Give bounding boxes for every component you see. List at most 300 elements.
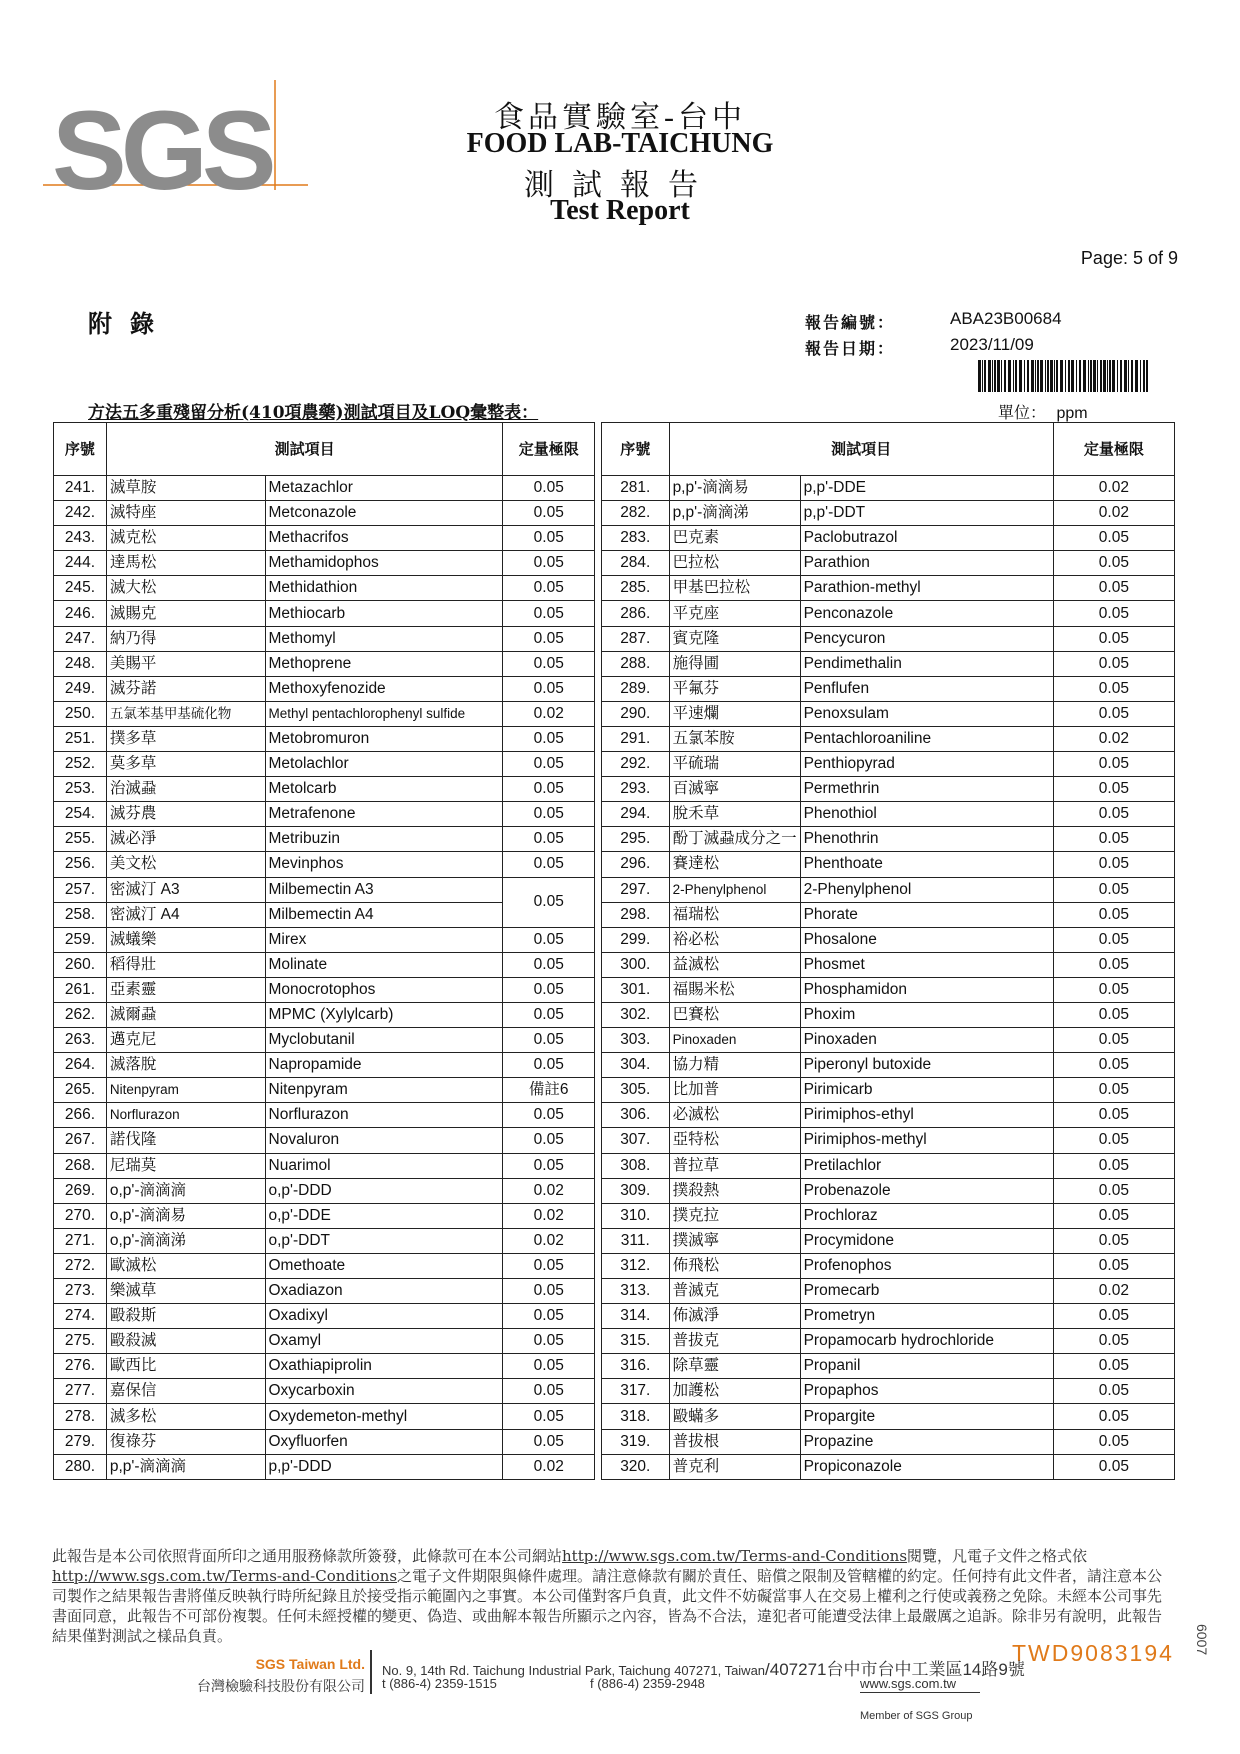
table-row bbox=[602, 1354, 1175, 1379]
cell-zh: 亞素靈 bbox=[106, 977, 265, 1002]
barcode-bar bbox=[1008, 360, 1011, 392]
cell-loq: 0.05 bbox=[1053, 852, 1174, 877]
table-row bbox=[54, 576, 595, 601]
table-row bbox=[602, 1304, 1175, 1329]
barcode-bar bbox=[1050, 360, 1053, 392]
barcode-bar bbox=[1065, 360, 1066, 392]
cell-no: 310. bbox=[602, 1203, 670, 1228]
barcode-bar bbox=[1131, 360, 1133, 392]
table-row bbox=[54, 1429, 595, 1454]
table-row bbox=[54, 1128, 595, 1153]
report-no-label: 報告編號： bbox=[805, 313, 896, 332]
cell-no: 313. bbox=[602, 1279, 670, 1304]
barcode-bar bbox=[1097, 360, 1098, 392]
cell-no: 271. bbox=[54, 1228, 107, 1253]
cell-zh: 協力精 bbox=[669, 1053, 800, 1078]
loq-table-left bbox=[53, 422, 595, 1480]
cell-no: 248. bbox=[54, 651, 107, 676]
cell-en: Oxamyl bbox=[265, 1329, 503, 1354]
cell-no: 259. bbox=[54, 927, 107, 952]
table-row bbox=[54, 1153, 595, 1178]
cell-en: Pirimiphos-ethyl bbox=[800, 1103, 1053, 1128]
cell-loq: 0.05 bbox=[503, 927, 595, 952]
cell-en: Penoxsulam bbox=[800, 701, 1053, 726]
barcode-bar bbox=[1031, 360, 1034, 392]
cell-loq: 0.05 bbox=[503, 977, 595, 1002]
fax-number: f (886-4) 2359-2948 bbox=[590, 1676, 705, 1691]
cell-en: Permethrin bbox=[800, 777, 1053, 802]
cell-no: 263. bbox=[54, 1028, 107, 1053]
cell-en: Prochloraz bbox=[800, 1203, 1053, 1228]
phone-number: t (886-4) 2359-1515 bbox=[382, 1676, 497, 1691]
table-row bbox=[54, 977, 595, 1002]
cell-loq: 0.05 bbox=[1053, 752, 1174, 777]
table-row bbox=[602, 601, 1175, 626]
cell-loq: 0.05 bbox=[1053, 777, 1174, 802]
barcode-bar bbox=[1047, 360, 1049, 392]
table-row bbox=[602, 952, 1175, 977]
cell-loq: 0.05 bbox=[1053, 651, 1174, 676]
cell-loq: 0.05 bbox=[1053, 1454, 1174, 1479]
table-row bbox=[54, 601, 595, 626]
cell-no: 291. bbox=[602, 726, 670, 751]
col-header-loq: 定量極限 bbox=[503, 423, 595, 476]
cell-no: 246. bbox=[54, 601, 107, 626]
unit-value: ppm bbox=[1056, 405, 1088, 422]
table-row bbox=[602, 902, 1175, 927]
barcode-bar bbox=[1076, 360, 1077, 392]
cell-loq: 0.05 bbox=[1053, 1002, 1174, 1027]
cell-en: Penflufen bbox=[800, 676, 1053, 701]
cell-loq: 0.05 bbox=[503, 1103, 595, 1128]
barcode-bar bbox=[978, 360, 981, 392]
cell-en: Methiocarb bbox=[265, 601, 503, 626]
cell-loq: 0.05 bbox=[1053, 601, 1174, 626]
table-row bbox=[54, 1304, 595, 1329]
cell-no: 279. bbox=[54, 1429, 107, 1454]
cell-no: 254. bbox=[54, 802, 107, 827]
cell-loq: 0.05 bbox=[1053, 1329, 1174, 1354]
cell-loq: 0.02 bbox=[503, 1203, 595, 1228]
table-row bbox=[54, 1329, 595, 1354]
cell-en: o,p'-DDT bbox=[265, 1228, 503, 1253]
cell-no: 270. bbox=[54, 1203, 107, 1228]
table-row bbox=[54, 1253, 595, 1278]
cell-loq: 0.05 bbox=[1053, 1103, 1174, 1128]
cell-no: 284. bbox=[602, 551, 670, 576]
cell-no: 260. bbox=[54, 952, 107, 977]
cell-en: Parathion-methyl bbox=[800, 576, 1053, 601]
cell-en: Omethoate bbox=[265, 1253, 503, 1278]
cell-zh: 撲殺熱 bbox=[669, 1178, 800, 1203]
cell-zh: 撲克拉 bbox=[669, 1203, 800, 1228]
cell-en: Pinoxaden bbox=[800, 1028, 1053, 1053]
report-date-value: 2023/11/09 bbox=[950, 335, 1034, 354]
table-row bbox=[54, 777, 595, 802]
cell-zh: 毆殺滅 bbox=[106, 1329, 265, 1354]
barcode-bar bbox=[1001, 360, 1002, 392]
barcode-bar bbox=[1109, 360, 1111, 392]
cell-en: Milbemectin A4 bbox=[265, 902, 503, 927]
header-title-zh: 食品實驗室-台中 bbox=[494, 101, 746, 134]
barcode-bar bbox=[1013, 360, 1014, 392]
cell-zh: 滅特座 bbox=[106, 501, 265, 526]
address-zh: /407271台中市台中工業區14路9號 bbox=[765, 1660, 1025, 1679]
cell-no: 300. bbox=[602, 952, 670, 977]
cell-loq: 0.05 bbox=[1053, 1304, 1174, 1329]
table-row bbox=[54, 877, 595, 902]
table-row bbox=[602, 551, 1175, 576]
table-row bbox=[54, 752, 595, 777]
table-row bbox=[602, 877, 1175, 902]
cell-no: 255. bbox=[54, 827, 107, 852]
cell-zh: 撲多草 bbox=[106, 726, 265, 751]
cell-zh: p,p'-滴滴易 bbox=[669, 476, 800, 501]
cell-loq: 0.05 bbox=[1053, 802, 1174, 827]
cell-en: Norflurazon bbox=[265, 1103, 503, 1128]
page-number: Page: 5 of 9 bbox=[1080, 248, 1178, 268]
cell-loq: 0.05 bbox=[503, 1279, 595, 1304]
cell-loq: 0.05 bbox=[1053, 977, 1174, 1002]
cell-loq: 0.05 bbox=[1053, 902, 1174, 927]
cell-zh: 密滅汀 A4 bbox=[106, 902, 265, 927]
cell-en: Procymidone bbox=[800, 1228, 1053, 1253]
table-row bbox=[602, 476, 1175, 501]
cell-loq: 0.05 bbox=[503, 777, 595, 802]
table-row bbox=[54, 1228, 595, 1253]
cell-zh: 平速爛 bbox=[669, 701, 800, 726]
table-row bbox=[54, 1354, 595, 1379]
cell-zh: 平硫瑞 bbox=[669, 752, 800, 777]
cell-loq: 0.05 bbox=[503, 1253, 595, 1278]
cell-loq: 0.05 bbox=[503, 501, 595, 526]
table-row bbox=[54, 827, 595, 852]
cell-zh: 達馬松 bbox=[106, 551, 265, 576]
table-row bbox=[602, 1053, 1175, 1078]
cell-no: 314. bbox=[602, 1304, 670, 1329]
cell-zh: 必滅松 bbox=[669, 1103, 800, 1128]
table-row bbox=[602, 1404, 1175, 1429]
cell-no: 286. bbox=[602, 601, 670, 626]
cell-loq: 0.02 bbox=[1053, 501, 1174, 526]
table-row bbox=[54, 726, 595, 751]
cell-en: Propanil bbox=[800, 1354, 1053, 1379]
cell-loq: 0.05 bbox=[1053, 1228, 1174, 1253]
barcode bbox=[978, 360, 1148, 392]
table-row bbox=[602, 576, 1175, 601]
table-row bbox=[602, 1379, 1175, 1404]
barcode-bar bbox=[984, 360, 986, 392]
cell-en: Oxydemeton-methyl bbox=[265, 1404, 503, 1429]
table-row bbox=[54, 1203, 595, 1228]
cell-loq: 備註6 bbox=[503, 1078, 595, 1103]
appendix-label: 附錄 bbox=[88, 309, 172, 338]
cell-en: Phosmet bbox=[800, 952, 1053, 977]
cell-no: 267. bbox=[54, 1128, 107, 1153]
cell-zh: 毆殺斯 bbox=[106, 1304, 265, 1329]
cell-loq: 0.05 bbox=[1053, 827, 1174, 852]
cell-no: 294. bbox=[602, 802, 670, 827]
company-zh: 台灣檢驗科技股份有限公司 bbox=[197, 1678, 365, 1694]
barcode-bar bbox=[1071, 360, 1074, 392]
cell-loq: 0.05 bbox=[1053, 1078, 1174, 1103]
cell-en: p,p'-DDT bbox=[800, 501, 1053, 526]
barcode-bar bbox=[997, 360, 1000, 392]
cell-zh: 益滅松 bbox=[669, 952, 800, 977]
cell-no: 252. bbox=[54, 752, 107, 777]
barcode-bar bbox=[1093, 360, 1096, 392]
table-row bbox=[602, 777, 1175, 802]
cell-zh: 密滅汀 A3 bbox=[106, 877, 265, 902]
cell-zh: 福瑞松 bbox=[669, 902, 800, 927]
barcode-bar bbox=[1024, 360, 1025, 392]
cell-en: Pentachloroaniline bbox=[800, 726, 1053, 751]
table-row bbox=[54, 1078, 595, 1103]
cell-no: 272. bbox=[54, 1253, 107, 1278]
cell-zh: 滅草胺 bbox=[106, 476, 265, 501]
cell-zh: 施得圃 bbox=[669, 651, 800, 676]
cell-en: 2-Phenylphenol bbox=[800, 877, 1053, 902]
cell-en: Mevinphos bbox=[265, 852, 503, 877]
cell-en: Metobromuron bbox=[265, 726, 503, 751]
table-row bbox=[602, 1178, 1175, 1203]
cell-zh: 歐西比 bbox=[106, 1354, 265, 1379]
report-no-value: ABA23B00684 bbox=[950, 309, 1062, 328]
cell-loq: 0.05 bbox=[1053, 877, 1174, 902]
cell-no: 269. bbox=[54, 1178, 107, 1203]
unit-label: 單位： bbox=[998, 403, 1047, 422]
cell-loq: 0.05 bbox=[503, 1404, 595, 1429]
footer-divider bbox=[370, 1650, 372, 1694]
cell-en: Nitenpyram bbox=[265, 1078, 503, 1103]
cell-no: 275. bbox=[54, 1329, 107, 1354]
cell-zh: 脫禾草 bbox=[669, 802, 800, 827]
cell-en: Metazachlor bbox=[265, 476, 503, 501]
cell-en: Napropamide bbox=[265, 1053, 503, 1078]
table-row bbox=[54, 476, 595, 501]
barcode-bar bbox=[1037, 360, 1039, 392]
terms-text-2: 閱覽，凡電子文件之格式依 bbox=[907, 1547, 1088, 1565]
cell-en: o,p'-DDD bbox=[265, 1178, 503, 1203]
table-row bbox=[54, 1103, 595, 1128]
table-row bbox=[602, 1128, 1175, 1153]
barcode-bar bbox=[1083, 360, 1086, 392]
cell-zh: 滅必淨 bbox=[106, 827, 265, 852]
cell-no: 250. bbox=[54, 701, 107, 726]
cell-loq: 0.05 bbox=[503, 852, 595, 877]
cell-zh: 樂滅草 bbox=[106, 1279, 265, 1304]
cell-en: Penthiopyrad bbox=[800, 752, 1053, 777]
serial-number: TWD9083194 bbox=[1012, 1640, 1174, 1666]
cell-no: 307. bbox=[602, 1128, 670, 1153]
cell-en: Oxadiazon bbox=[265, 1279, 503, 1304]
col-header-item: 測試項目 bbox=[106, 423, 503, 476]
cell-no: 241. bbox=[54, 476, 107, 501]
cell-no: 309. bbox=[602, 1178, 670, 1203]
cell-no: 301. bbox=[602, 977, 670, 1002]
table-row bbox=[602, 927, 1175, 952]
cell-zh: 普克利 bbox=[669, 1454, 800, 1479]
cell-no: 285. bbox=[602, 576, 670, 601]
cell-no: 273. bbox=[54, 1279, 107, 1304]
table-row bbox=[54, 1028, 595, 1053]
cell-loq: 0.05 bbox=[503, 1379, 595, 1404]
cell-zh: 莫多草 bbox=[106, 752, 265, 777]
cell-loq: 0.05 bbox=[503, 651, 595, 676]
cell-no: 315. bbox=[602, 1329, 670, 1354]
cell-loq: 0.05 bbox=[503, 626, 595, 651]
cell-en: Pirimiphos-methyl bbox=[800, 1128, 1053, 1153]
cell-loq: 0.05 bbox=[1053, 952, 1174, 977]
cell-zh: 平克座 bbox=[669, 601, 800, 626]
table-row bbox=[602, 1253, 1175, 1278]
barcode-bar bbox=[1103, 360, 1106, 392]
cell-zh: 百滅寧 bbox=[669, 777, 800, 802]
barcode-bar bbox=[1054, 360, 1055, 392]
cell-zh: 毆蟎多 bbox=[669, 1404, 800, 1429]
cell-no: 282. bbox=[602, 501, 670, 526]
table-row bbox=[54, 1454, 595, 1479]
cell-loq: 0.05 bbox=[503, 1429, 595, 1454]
table-row bbox=[602, 1329, 1175, 1354]
cell-loq: 0.05 bbox=[503, 1002, 595, 1027]
terms-footer bbox=[52, 1546, 1172, 1646]
table-row bbox=[54, 1404, 595, 1429]
col-header-loq: 定量極限 bbox=[1053, 423, 1174, 476]
table-row bbox=[54, 1178, 595, 1203]
cell-zh: 滅克松 bbox=[106, 526, 265, 551]
cell-en: Molinate bbox=[265, 952, 503, 977]
cell-zh: 滅芬諾 bbox=[106, 676, 265, 701]
cell-zh: 巴賽松 bbox=[669, 1002, 800, 1027]
table-row bbox=[602, 1454, 1175, 1479]
cell-no: 298. bbox=[602, 902, 670, 927]
cell-loq: 0.05 bbox=[1053, 1053, 1174, 1078]
cell-no: 295. bbox=[602, 827, 670, 852]
col-header-item: 測試項目 bbox=[669, 423, 1053, 476]
barcode-bar bbox=[1015, 360, 1017, 392]
cell-zh: Nitenpyram bbox=[106, 1078, 265, 1103]
cell-loq: 0.05 bbox=[1053, 1028, 1174, 1053]
cell-en: Myclobutanil bbox=[265, 1028, 503, 1053]
cell-zh: 復祿芬 bbox=[106, 1429, 265, 1454]
cell-loq: 0.05 bbox=[503, 1354, 595, 1379]
barcode-bar bbox=[1146, 360, 1148, 392]
cell-no: 268. bbox=[54, 1153, 107, 1178]
col-header-no: 序號 bbox=[54, 423, 107, 476]
table-row bbox=[54, 1002, 595, 1027]
cell-no: 287. bbox=[602, 626, 670, 651]
table-row bbox=[602, 1203, 1175, 1228]
cell-zh: 滅落脫 bbox=[106, 1053, 265, 1078]
cell-no: 258. bbox=[54, 902, 107, 927]
cell-no: 249. bbox=[54, 676, 107, 701]
barcode-bar bbox=[1045, 360, 1046, 392]
cell-zh: o,p'-滴滴易 bbox=[106, 1203, 265, 1228]
cell-en: Phenothrin bbox=[800, 827, 1053, 852]
cell-no: 277. bbox=[54, 1379, 107, 1404]
header-report-en: Test Report bbox=[550, 195, 690, 226]
cell-loq: 0.05 bbox=[503, 952, 595, 977]
cell-no: 244. bbox=[54, 551, 107, 576]
terms-link-2[interactable]: http://www.sgs.com.tw/Terms-and-Conditions bbox=[52, 1567, 398, 1585]
cell-no: 281. bbox=[602, 476, 670, 501]
cell-zh: Pinoxaden bbox=[669, 1028, 800, 1053]
cell-en: Metribuzin bbox=[265, 827, 503, 852]
cell-en: Metrafenone bbox=[265, 802, 503, 827]
cell-loq: 0.05 bbox=[1053, 1379, 1174, 1404]
cell-zh: 五氯苯胺 bbox=[669, 726, 800, 751]
cell-zh: 治滅蝨 bbox=[106, 777, 265, 802]
table-row bbox=[54, 927, 595, 952]
table-row bbox=[602, 1228, 1175, 1253]
cell-no: 289. bbox=[602, 676, 670, 701]
cell-no: 302. bbox=[602, 1002, 670, 1027]
cell-no: 312. bbox=[602, 1253, 670, 1278]
cell-loq: 0.05 bbox=[1053, 701, 1174, 726]
cell-zh: 除草靈 bbox=[669, 1354, 800, 1379]
address-en: No. 9, 14th Rd. Taichung Industrial Park, Taichung 407271, Taiwan bbox=[382, 1663, 766, 1678]
barcode-bar bbox=[1088, 360, 1089, 392]
table-row bbox=[602, 501, 1175, 526]
cell-loq: 0.02 bbox=[503, 1178, 595, 1203]
table-row bbox=[54, 1379, 595, 1404]
cell-zh: 加護松 bbox=[669, 1379, 800, 1404]
cell-zh: 巴拉松 bbox=[669, 551, 800, 576]
cell-loq: 0.05 bbox=[1053, 526, 1174, 551]
cell-loq: 0.05 bbox=[1053, 1128, 1174, 1153]
table-row bbox=[602, 852, 1175, 877]
cell-zh: 滅多松 bbox=[106, 1404, 265, 1429]
cell-loq: 0.02 bbox=[503, 1454, 595, 1479]
cell-en: Methyl pentachlorophenyl sulfide bbox=[265, 701, 503, 726]
barcode-bar bbox=[1019, 360, 1022, 392]
cell-en: Novaluron bbox=[265, 1128, 503, 1153]
cell-en: Metolachlor bbox=[265, 752, 503, 777]
cell-zh: o,p'-滴滴滴 bbox=[106, 1178, 265, 1203]
cell-zh: 甲基巴拉松 bbox=[669, 576, 800, 601]
cell-loq: 0.05 bbox=[1053, 551, 1174, 576]
member-label: Member of SGS Group bbox=[860, 1710, 973, 1722]
cell-zh: 美賜平 bbox=[106, 651, 265, 676]
cell-loq: 0.05 bbox=[1053, 927, 1174, 952]
cell-loq: 0.05 bbox=[503, 476, 595, 501]
table-row bbox=[54, 802, 595, 827]
cell-en: o,p'-DDE bbox=[265, 1203, 503, 1228]
cell-loq: 0.05 bbox=[503, 676, 595, 701]
cell-no: 280. bbox=[54, 1454, 107, 1479]
cell-no: 308. bbox=[602, 1153, 670, 1178]
cell-en: Propaphos bbox=[800, 1379, 1053, 1404]
table-row bbox=[602, 676, 1175, 701]
cell-en: Oxyfluorfen bbox=[265, 1429, 503, 1454]
cell-en: p,p'-DDE bbox=[800, 476, 1053, 501]
cell-zh: 亞特松 bbox=[669, 1128, 800, 1153]
cell-loq: 0.05 bbox=[503, 1304, 595, 1329]
cell-loq: 0.05 bbox=[503, 1329, 595, 1354]
cell-no: 305. bbox=[602, 1078, 670, 1103]
cell-no: 296. bbox=[602, 852, 670, 877]
cell-loq: 0.05 bbox=[1053, 1404, 1174, 1429]
cell-zh: 撲滅寧 bbox=[669, 1228, 800, 1253]
cell-loq: 0.05 bbox=[503, 726, 595, 751]
cell-en: Oxathiapiprolin bbox=[265, 1354, 503, 1379]
cell-zh: 納乃得 bbox=[106, 626, 265, 651]
cell-en: MPMC (Xylylcarb) bbox=[265, 1002, 503, 1027]
table-row bbox=[54, 701, 595, 726]
barcode-bar bbox=[1135, 360, 1138, 392]
terms-link-1[interactable]: http://www.sgs.com.tw/Terms-and-Conditions bbox=[562, 1547, 908, 1565]
